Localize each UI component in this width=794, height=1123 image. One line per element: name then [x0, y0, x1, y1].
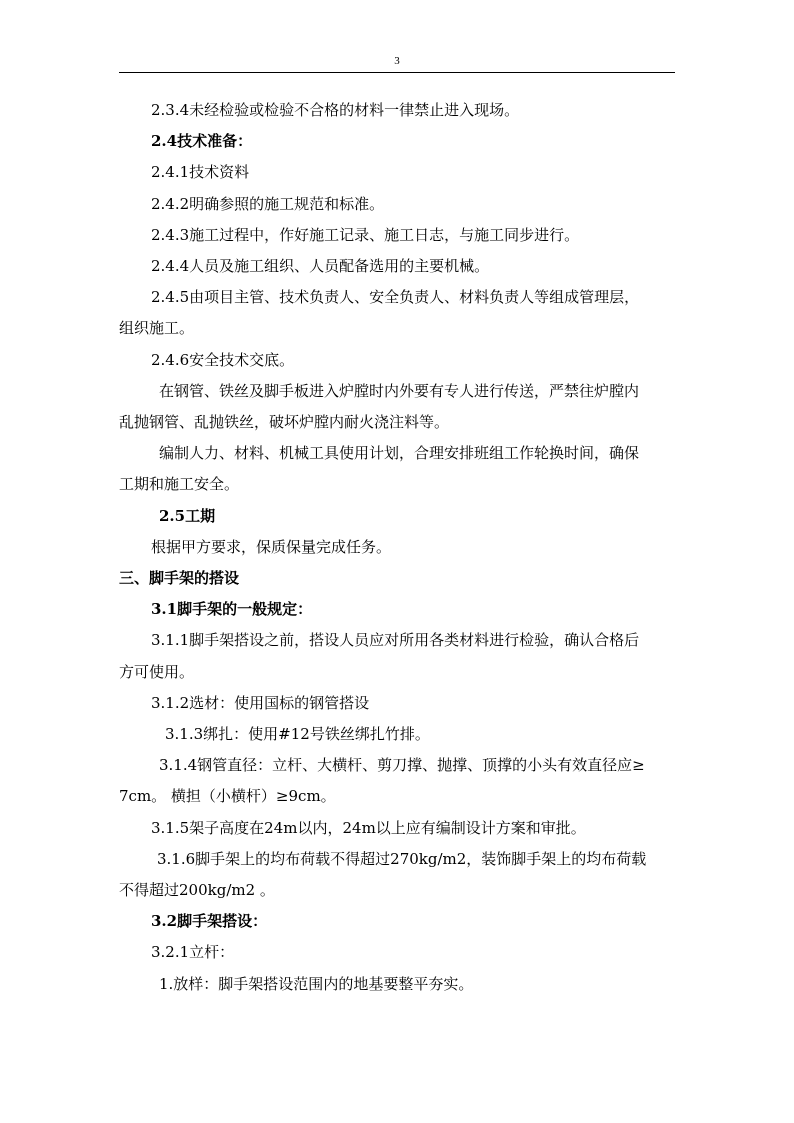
- paragraph-2-3-4: 2.3.4未经检验或检验不合格的材料一律禁止进入现场。: [151, 101, 520, 119]
- heading-3-2: 3.2脚手架搭设：: [151, 912, 268, 931]
- heading-section-3: 三、脚手架的搭设: [119, 569, 240, 588]
- heading-3-1: 3.1脚手架的一般规定：: [151, 600, 313, 619]
- paragraph-pipe-transport: 在钢管、铁丝及脚手板进入炉膛时内外要有专人进行传送，严禁往炉膛内: [159, 381, 640, 400]
- paragraph-3-1-5: 3.1.5架子高度在24m以内，24m以上应有编制设计方案和审批。: [151, 818, 586, 837]
- paragraph-3-1-1: 3.1.1脚手架搭设之前，搭设人员应对所用各类材料进行检验，确认合格后: [151, 631, 640, 650]
- paragraph-plan: 编制人力、材料、机械工具使用计划，合理安排班组工作轮换时间，确保: [159, 444, 640, 463]
- paragraph-layout: 1.放样：脚手架搭设范围内的地基要整平夯实。: [159, 974, 474, 993]
- paragraph-3-1-6-cont: 不得超过200kg/m2 。: [119, 881, 275, 900]
- paragraph-2-4-5-cont: 组织施工。: [119, 319, 195, 338]
- paragraph-3-1-3: 3.1.3绑扎：使用#12号铁丝绑扎竹排。: [165, 725, 430, 744]
- header-rule: [119, 72, 675, 73]
- paragraph-3-1-1-cont: 方可使用。: [119, 662, 195, 681]
- paragraph-2-4-3: 2.4.3施工过程中，作好施工记录、施工日志，与施工同步进行。: [151, 225, 580, 244]
- paragraph-2-4-1: 2.4.1技术资料: [151, 163, 250, 182]
- paragraph-2-4-4: 2.4.4人员及施工组织、人员配备选用的主要机械。: [151, 257, 490, 276]
- paragraph-pipe-transport-cont: 乱抛钢管、乱抛铁丝，破坏炉膛内耐火浇注料等。: [119, 413, 450, 432]
- document-body: [119, 95, 675, 1000]
- paragraph-3-1-4: 3.1.4钢管直径：立杆、大横杆、剪刀撑、抛撑、顶撑的小头有效直径应≥: [159, 756, 645, 775]
- paragraph-plan-cont: 工期和施工安全。: [119, 475, 240, 494]
- paragraph-3-2-1: 3.2.1立杆：: [151, 943, 235, 962]
- paragraph-2-4-6: 2.4.6安全技术交底。: [151, 350, 295, 369]
- page-number: 3: [394, 55, 400, 67]
- paragraph-2-4-5: 2.4.5由项目主管、技术负责人、安全负责人、材料负责人等组成管理层，: [151, 288, 640, 307]
- paragraph-2-4-2: 2.4.2明确参照的施工规范和标准。: [151, 194, 385, 213]
- heading-2-4: 2.4技术准备：: [151, 132, 253, 151]
- heading-2-5: 2.5工期: [159, 506, 216, 525]
- paragraph-3-1-4-cont: 7cm。 横担（小横杆）≥9cm。: [119, 787, 336, 806]
- paragraph-3-1-2: 3.1.2选材：使用国标的钢管搭设: [151, 693, 370, 712]
- paragraph-schedule: 根据甲方要求，保质保量完成任务。: [151, 537, 392, 556]
- paragraph-3-1-6: 3.1.6脚手架上的均布荷载不得超过270kg/m2，装饰脚手架上的均布荷载: [157, 849, 647, 868]
